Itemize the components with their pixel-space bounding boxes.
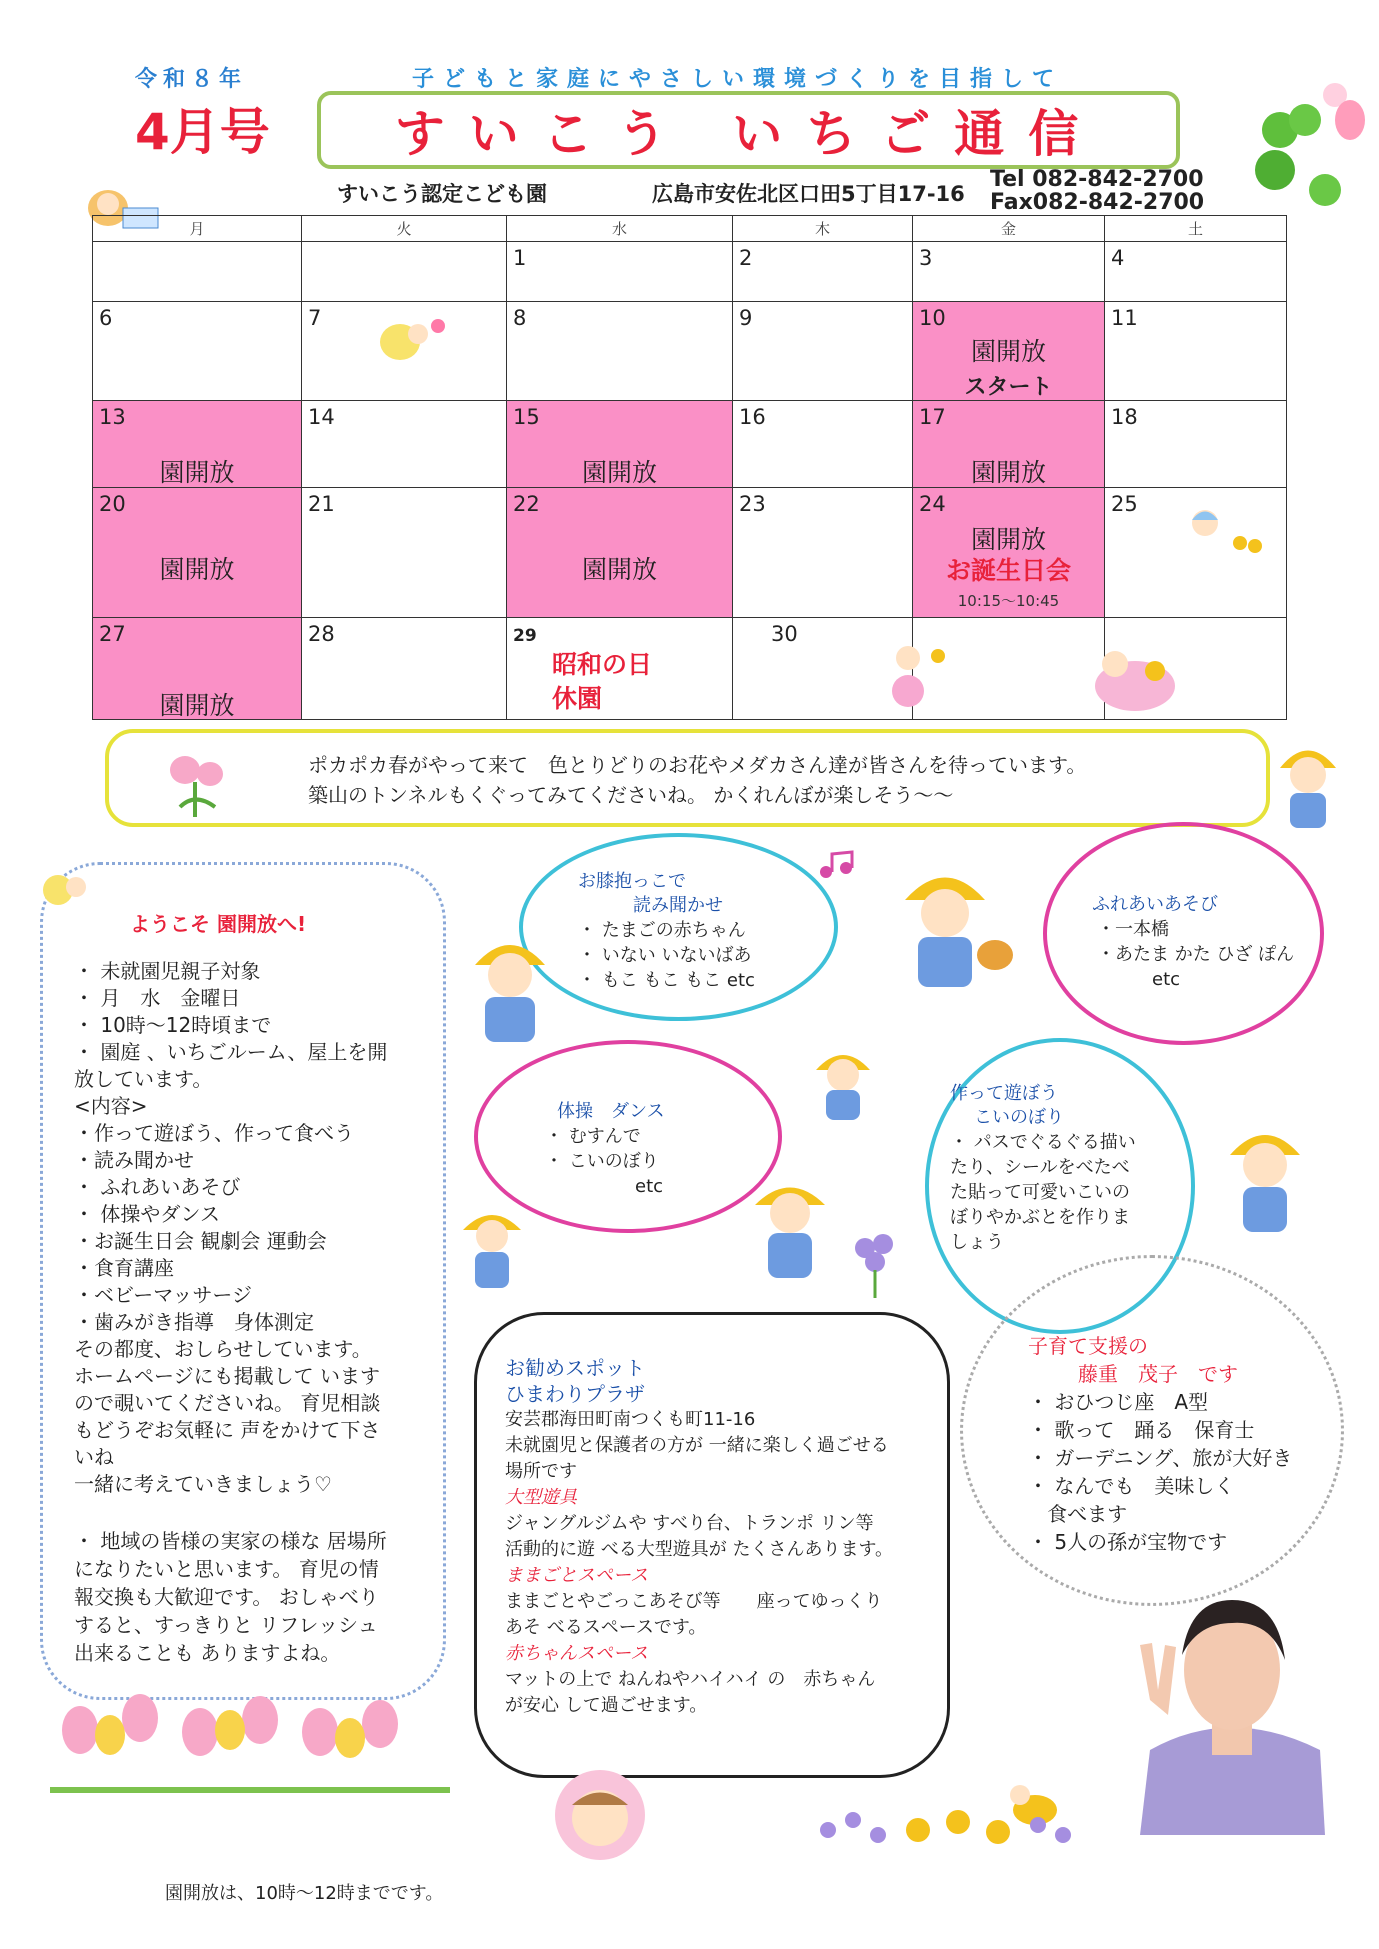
school-address: 広島市安佐北区口田5丁目17-16 xyxy=(652,182,965,206)
day-number: 1 xyxy=(513,246,527,270)
support-content xyxy=(1028,1332,1292,1556)
dance-title: 体操 ダンス xyxy=(557,1101,665,1122)
welcome-item: ・ ふれあいあそび xyxy=(74,1175,241,1199)
holiday-note xyxy=(552,648,652,716)
day-number: 10 xyxy=(919,306,946,330)
day-number: 8 xyxy=(513,306,527,330)
support-item: ・ なんでも 美味しく xyxy=(1028,1474,1235,1498)
contact-info xyxy=(990,168,1204,214)
welcome-item: 一緒に考えていきましょう♡ xyxy=(74,1472,332,1496)
koinobori-line: た貼って可愛いこいの xyxy=(950,1182,1130,1203)
welcome-item: ので覗いてくださいね。 育児相談 xyxy=(74,1391,381,1415)
koinobori-line: しょう xyxy=(950,1232,1004,1253)
child-flowers-illustration xyxy=(1180,498,1270,558)
child-walking-icon xyxy=(455,1200,530,1295)
issue-label: 4月号 xyxy=(135,103,270,161)
school-name: すいこう認定こども園 xyxy=(337,182,547,206)
clover-fairy-icon xyxy=(1235,70,1375,220)
day-number: 20 xyxy=(99,492,126,516)
start-label: スタート xyxy=(964,375,1053,400)
welcome-item: ・読み聞かせ xyxy=(74,1148,194,1172)
spot-heading-1: お勧めスポット xyxy=(505,1356,645,1380)
community-line: ・ 地域の皆様の実家の様な 居場所 xyxy=(74,1529,387,1553)
welcome-item: ・ 体操やダンス xyxy=(74,1202,220,1226)
day-number: 17 xyxy=(919,405,946,429)
koinobori-title-2: こいのぼり xyxy=(974,1107,1064,1128)
reading-item: ・ もこ もこ もこ etc xyxy=(578,970,755,991)
support-item: ・ 歌って 踊る 保育士 xyxy=(1028,1418,1255,1442)
calendar-table xyxy=(92,215,1287,720)
reading-title-2: 読み聞かせ xyxy=(633,895,723,916)
welcome-item: ホームページにも掲載して います xyxy=(74,1364,380,1388)
birthday-time: 10:15～10:45 xyxy=(957,592,1060,610)
calendar-cell xyxy=(733,488,913,618)
spot-text: 活動的に遊 べる大型遊具が たくさんあります。 xyxy=(505,1539,894,1560)
spot-sub-heading: ままごとスペース xyxy=(505,1565,649,1586)
day-number: 21 xyxy=(308,492,335,516)
calendar-cell xyxy=(507,618,733,720)
calendar-cell-open xyxy=(93,618,302,720)
calendar-cell xyxy=(1105,401,1287,488)
showa-day-label: 昭和の日 xyxy=(552,650,653,679)
calendar-cell xyxy=(302,618,507,720)
calendar-cell-open xyxy=(913,302,1105,401)
open-day-label: 園開放 xyxy=(159,691,235,720)
weekday-wed: 水 xyxy=(507,216,733,242)
calendar-cell xyxy=(733,618,913,720)
spot-sub-heading: 赤ちゃんスペース xyxy=(505,1643,649,1664)
open-day-label: 園開放 xyxy=(970,525,1046,554)
calendar-week-4 xyxy=(93,488,1287,618)
open-day-label: 園開放 xyxy=(581,458,657,487)
dance-bubble-content xyxy=(545,1100,665,1199)
community-line: 報交換も大歓迎です。 おしゃべり xyxy=(74,1585,379,1609)
welcome-item: <内容> xyxy=(74,1094,148,1118)
open-day-label: 園開放 xyxy=(970,337,1046,366)
calendar-cell-empty xyxy=(93,242,302,302)
newsletter-title: すいこう いちご通信 xyxy=(394,105,1103,163)
spot-heading-2: ひまわりプラザ xyxy=(505,1382,645,1406)
welcome-item: 放しています。 xyxy=(74,1067,213,1091)
support-item: ・ ガーデニング、旅が大好き xyxy=(1028,1446,1293,1470)
tulip-children-illustration xyxy=(50,1680,450,1805)
calendar-cell xyxy=(733,302,913,401)
spot-desc: 場所です xyxy=(505,1461,577,1482)
child-sitting-icon xyxy=(808,1040,878,1125)
koinobori-line: ぼりやかぶとを作りま xyxy=(950,1207,1130,1228)
day-number: 18 xyxy=(1111,405,1138,429)
day-number: 28 xyxy=(308,622,335,646)
koinobori-title-1: 作って遊ぼう xyxy=(950,1083,1058,1104)
welcome-item: ・お誕生日会 観劇会 運動会 xyxy=(74,1229,327,1253)
notice-line-1: ポカポカ春がやって来て 色とりどりのお花やメダカさん達が皆さんを待っています。 xyxy=(308,753,1087,777)
koinobori-line: ・ パスでぐるぐる描い xyxy=(950,1132,1136,1153)
fureai-item: ・一本橋 xyxy=(1097,919,1169,940)
reading-title-1: お膝抱っこで xyxy=(578,871,686,892)
child-yellow-hat-icon xyxy=(1268,733,1348,843)
notice-text xyxy=(308,750,1086,810)
day-number: 13 xyxy=(99,405,126,429)
calendar-cell xyxy=(1105,242,1287,302)
support-item: ・ おひつじ座 A型 xyxy=(1028,1390,1209,1414)
music-note-icon xyxy=(818,850,858,880)
support-item: 食べます xyxy=(1028,1502,1128,1526)
community-line: になりたいと思います。 育児の情 xyxy=(74,1557,379,1581)
open-day-label: 園開放 xyxy=(159,555,235,584)
spot-text: ジャングルジムや すべり台、トランポ リン等 xyxy=(505,1513,874,1534)
birthday-label: お誕生日会 xyxy=(945,556,1071,585)
day-number: 24 xyxy=(919,492,946,516)
day-number: 23 xyxy=(739,492,766,516)
day-number: 9 xyxy=(739,306,753,330)
fairy-icon xyxy=(38,865,103,920)
day-number: 27 xyxy=(99,622,126,646)
child-pigtails-icon xyxy=(1205,1110,1325,1240)
spot-text: が安心 して過ごせます。 xyxy=(505,1695,708,1716)
flower-bouquet-icon xyxy=(845,1230,905,1300)
weekday-thu: 木 xyxy=(733,216,913,242)
calendar-cell xyxy=(93,302,302,401)
open-day-label: 園開放 xyxy=(970,458,1046,487)
day-number: 25 xyxy=(1111,492,1138,516)
day-number: 29 xyxy=(513,626,537,646)
welcome-item: いね xyxy=(74,1445,114,1469)
calendar-cell xyxy=(507,302,733,401)
community-line: すると、すっきりと リフレッシュ xyxy=(74,1613,378,1637)
day-number: 30 xyxy=(771,622,798,646)
calendar-cell xyxy=(733,401,913,488)
day-number: 11 xyxy=(1111,306,1138,330)
calendar-cell xyxy=(1105,488,1287,618)
welcome-item: ・ベビーマッサージ xyxy=(74,1283,252,1307)
era-label: 令和８年 xyxy=(135,67,248,92)
notice-line-2: 築山のトンネルもくぐってみてくださいね。 かくれんぼが楽しそう～～ xyxy=(308,783,954,807)
child-running-icon xyxy=(460,925,570,1065)
calendar-cell-open xyxy=(93,401,302,488)
calendar-cell-open xyxy=(913,401,1105,488)
fax-number: Fax082-842-2700 xyxy=(990,190,1205,215)
calendar-week-3 xyxy=(93,401,1287,488)
spot-text: ままごとやごっこあそび等 座ってゆっくり xyxy=(505,1591,883,1612)
spot-text: あそ べるスペースです。 xyxy=(505,1617,707,1638)
tagline: 子どもと家庭にやさしい環境づくりを目指して xyxy=(412,67,1064,92)
spot-text: マットの上で ねんねやハイハイ の 赤ちゃん xyxy=(505,1669,876,1690)
day-number: 3 xyxy=(919,246,933,270)
weekday-fri: 金 xyxy=(913,216,1105,242)
day-number: 16 xyxy=(739,405,766,429)
calendar-cell-open xyxy=(913,488,1105,618)
welcome-item: ・作って遊ぼう、作って食べう xyxy=(74,1121,354,1145)
welcome-item: ・歯みがき指導 身体測定 xyxy=(74,1310,314,1334)
child-with-bag-icon xyxy=(890,855,1020,1015)
spot-address: 安芸郡海田町南つくも町11-16 xyxy=(505,1409,756,1430)
day-number: 2 xyxy=(739,246,753,270)
dance-item: etc xyxy=(635,1176,664,1197)
open-day-label: 園開放 xyxy=(581,555,657,584)
dance-item: ・ むすんで xyxy=(545,1126,641,1147)
calendar-cell xyxy=(302,488,507,618)
welcome-item: ・ 園庭 、いちごルーム、屋上を開 xyxy=(74,1040,388,1064)
day-number: 7 xyxy=(308,306,322,330)
weekday-tue: 火 xyxy=(302,216,507,242)
spot-desc: 未就園児と保護者の方が 一緒に楽しく過ごせる xyxy=(505,1435,889,1456)
day-number: 22 xyxy=(513,492,540,516)
welcome-item: ・ 10時～12時頃まで xyxy=(74,1013,272,1037)
fairy-illustration xyxy=(372,312,452,372)
calendar-week-1 xyxy=(93,242,1287,302)
day-number: 15 xyxy=(513,405,540,429)
fureai-bubble-content xyxy=(1092,893,1294,992)
weekday-sat: 土 xyxy=(1105,216,1287,242)
calendar-week-2 xyxy=(93,302,1287,401)
support-title-2: 藤重 茂子 です xyxy=(1078,1362,1238,1386)
day-number: 14 xyxy=(308,405,335,429)
open-day-label: 園開放 xyxy=(159,458,235,487)
support-item: ・ 5人の孫が宝物です xyxy=(1028,1530,1228,1554)
footer-note: 園開放は、10時～12時までです。 xyxy=(165,1883,444,1904)
reading-item: ・ たまごの赤ちゃん xyxy=(578,920,746,941)
welcome-item: もどうぞお気軽に 声をかけて下さ xyxy=(74,1418,381,1442)
reading-bubble-content xyxy=(578,870,755,993)
reading-item: ・ いない いないばあ xyxy=(578,945,752,966)
closed-label: 休園 xyxy=(552,684,603,713)
calendar-cell xyxy=(507,242,733,302)
day-number: 6 xyxy=(99,306,113,330)
welcome-item: ・ 月 水 金曜日 xyxy=(74,986,241,1010)
day-number: 4 xyxy=(1111,246,1125,270)
spot-sub-heading: 大型遊具 xyxy=(505,1487,577,1508)
welcome-list xyxy=(74,958,414,1498)
tulip-icon xyxy=(160,752,240,822)
sleeping-child-illustration xyxy=(1085,636,1185,716)
fureai-item: etc xyxy=(1152,969,1181,990)
welcome-item: ・食育講座 xyxy=(74,1256,174,1280)
fureai-title: ふれあいあそび xyxy=(1092,894,1218,915)
weekday-mon: 月 xyxy=(93,216,302,242)
tel-number: Tel 082-842-2700 xyxy=(990,167,1204,192)
welcome-item: その都度、おしらせしています。 xyxy=(74,1337,372,1361)
staff-photo xyxy=(1120,1575,1340,1835)
welcome-title: ようこそ 園開放へ! xyxy=(130,912,307,936)
fureai-item: ・あたま かた ひざ ぽん xyxy=(1097,944,1295,965)
flower-girl-illustration xyxy=(530,1760,670,1870)
calendar-header-row xyxy=(93,216,1287,242)
calendar-cell xyxy=(733,242,913,302)
spot-content xyxy=(505,1355,925,1719)
child-jumping-rope-icon xyxy=(730,1165,840,1295)
community-line: 出来ることも ありますよね。 xyxy=(74,1641,341,1665)
koinobori-bubble-content xyxy=(950,1082,1136,1255)
welcome-item: ・ 未就園児親子対象 xyxy=(74,959,261,983)
calendar-cell-open xyxy=(93,488,302,618)
calendar-cell-open xyxy=(507,401,733,488)
calendar-week-5 xyxy=(93,618,1287,720)
dance-item: ・ こいのぼり xyxy=(545,1151,659,1172)
calendar-cell xyxy=(913,242,1105,302)
calendar-cell xyxy=(302,302,507,401)
calendar-cell-empty xyxy=(1105,618,1287,720)
calendar-cell xyxy=(1105,302,1287,401)
calendar-cell-empty xyxy=(302,242,507,302)
calendar-cell-empty xyxy=(913,618,1105,720)
flower-field-icon xyxy=(808,1800,1088,1870)
calendar-cell xyxy=(302,401,507,488)
support-title-1: 子育て支援の xyxy=(1028,1334,1148,1358)
calendar-cell-open xyxy=(507,488,733,618)
koinobori-line: たり、シールをべたべ xyxy=(950,1157,1130,1178)
community-paragraph xyxy=(74,1527,414,1667)
